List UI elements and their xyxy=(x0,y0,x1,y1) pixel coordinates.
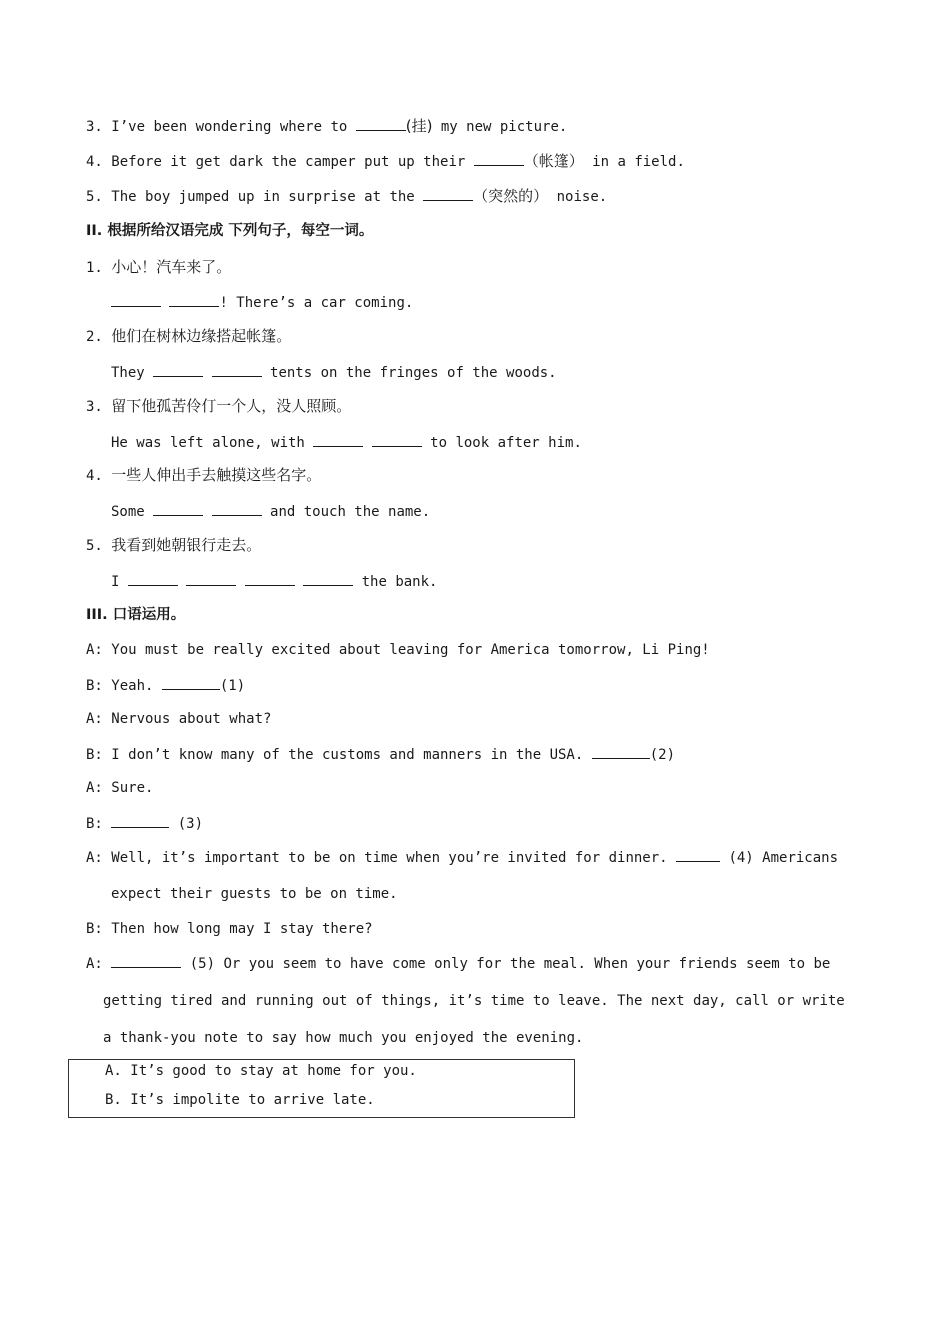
answer-blank[interactable] xyxy=(372,433,422,447)
answer-blank[interactable] xyxy=(592,745,650,759)
dialogue-line: A: (5) Or you seem to have come only for the meal. When your friends seem to be xyxy=(86,956,831,972)
section-heading-3: III. 口语运用。 xyxy=(86,607,186,623)
fill-item-4: 4. Before it get dark the camper put up their （帐篷） in a field. xyxy=(86,152,685,170)
dialogue-line: B: (3) xyxy=(86,816,204,832)
answer-blank[interactable] xyxy=(111,293,161,307)
dialogue-line-cont: getting tired and running out of things, it’s time to leave. The next day, call or write xyxy=(103,993,845,1009)
fill-item-3: 3. I’ve been wondering where to (挂) my new picture. xyxy=(86,117,568,135)
answer-blank[interactable] xyxy=(111,814,169,828)
answer-blank[interactable] xyxy=(212,363,262,377)
answer-blank[interactable] xyxy=(423,187,473,201)
dialogue-line: B: I don’t know many of the customs and manners in the USA. (2) xyxy=(86,747,676,763)
answer-blank[interactable] xyxy=(169,293,219,307)
section-heading-2: II. 根据所给汉语完成 下列句子，每空一词。 xyxy=(86,223,374,239)
translate-item-3-en: He was left alone, with to look after him. xyxy=(111,435,582,451)
answer-blank[interactable] xyxy=(128,572,178,586)
translate-item-5-zh: 5. 我看到她朝银行走去。 xyxy=(86,536,262,554)
answer-blank[interactable] xyxy=(313,433,363,447)
translate-item-4-zh: 4. 一些人伸出手去触摸这些名字。 xyxy=(86,466,322,484)
options-box xyxy=(68,1059,575,1118)
answer-blank[interactable] xyxy=(186,572,236,586)
answer-blank[interactable] xyxy=(153,502,203,516)
dialogue-line-cont: a thank-you note to say how much you enjoyed the evening. xyxy=(103,1030,584,1046)
dialogue-line: B: Then how long may I stay there? xyxy=(86,921,373,937)
translate-item-1-zh: 1. 小心！汽车来了。 xyxy=(86,258,232,276)
dialogue-line-cont: expect their guests to be on time. xyxy=(111,886,398,902)
dialogue-line: B: Yeah. (1) xyxy=(86,678,246,694)
translate-item-2-zh: 2. 他们在树林边缘搭起帐篷。 xyxy=(86,327,292,345)
translate-item-1-en: ! There’s a car coming. xyxy=(111,293,413,312)
answer-blank[interactable] xyxy=(153,363,203,377)
translate-item-3-zh: 3. 留下他孤苦伶仃一个人，没人照顾。 xyxy=(86,397,352,415)
dialogue-line: A: Well, it’s important to be on time when you’re invited for dinner. (4) Americans xyxy=(86,850,839,866)
translate-item-4-en: Some and touch the name. xyxy=(111,504,431,520)
answer-blank[interactable] xyxy=(111,954,181,968)
option-a: A. It’s good to stay at home for you. xyxy=(105,1063,417,1079)
fill-item-5: 5. The boy jumped up in surprise at the （突然的） noise. xyxy=(86,187,608,205)
option-b: B. It’s impolite to arrive late. xyxy=(105,1092,375,1108)
answer-blank[interactable] xyxy=(162,676,220,690)
answer-blank[interactable] xyxy=(676,848,720,862)
dialogue-line: A: Nervous about what? xyxy=(86,711,272,727)
translate-item-5-en: I the bank. xyxy=(111,574,438,590)
dialogue-line: A: Sure. xyxy=(86,780,154,796)
answer-blank[interactable] xyxy=(303,572,353,586)
answer-blank[interactable] xyxy=(474,152,524,166)
translate-item-2-en: They tents on the fringes of the woods. xyxy=(111,365,557,381)
answer-blank[interactable] xyxy=(245,572,295,586)
answer-blank[interactable] xyxy=(212,502,262,516)
answer-blank[interactable] xyxy=(356,117,406,131)
dialogue-line: A: You must be really excited about leaving for America tomorrow, Li Ping! xyxy=(86,642,710,658)
